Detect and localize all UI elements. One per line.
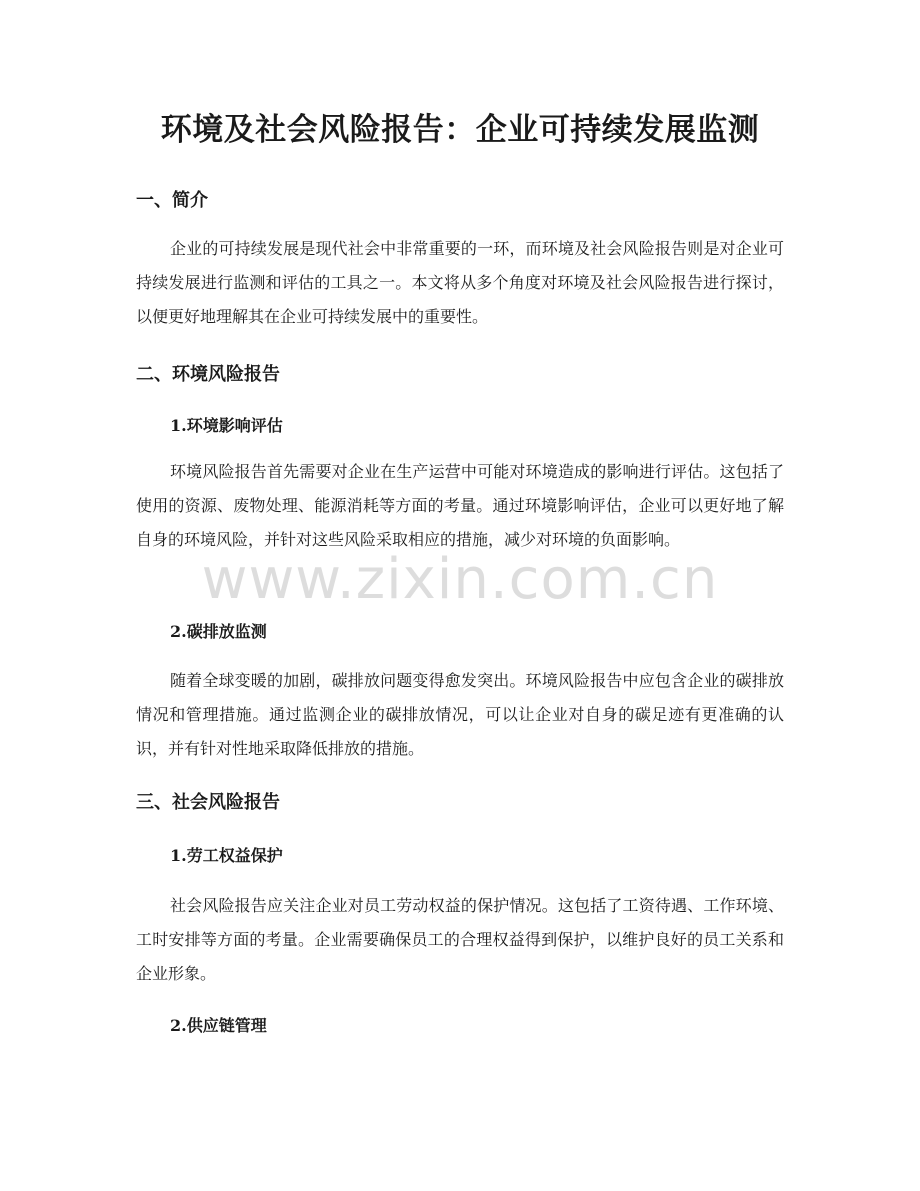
section-heading-environment: 二、环境风险报告	[136, 364, 280, 385]
section-heading-social: 三、社会风险报告	[136, 792, 280, 813]
env-impact-paragraph: 环境风险报告首先需要对企业在生产运营中可能对环境造成的影响进行评估。这包括了使用的资源、废物处理、能源消耗等方面的考量。通过环境影响评估，企业可以更好地了解自身的环境风险，并针对这些风险采取相应的措施，减少对环境的负面影响。	[136, 462, 784, 549]
subsection-heading-supply-chain: 2.供应链管理	[170, 1016, 267, 1035]
intro-paragraph: 企业的可持续发展是现代社会中非常重要的一环，而环境及社会风险报告则是对企业可持续发展进行监测和评估的工具之一。本文将从多个角度对环境及社会风险报告进行探讨，以便更好地理解其在企业可持续发展中的重要性。	[136, 239, 784, 326]
section-heading-intro: 一、简介	[136, 190, 208, 211]
subsection-heading-carbon: 2.碳排放监测	[170, 622, 267, 641]
labor-paragraph: 社会风险报告应关注企业对员工劳动权益的保护情况。这包括了工资待遇、工作环境、工时安排等方面的考量。企业需要确保员工的合理权益得到保护，以维护良好的员工关系和企业形象。	[136, 896, 784, 983]
subsection-heading-labor: 1.劳工权益保护	[170, 846, 283, 865]
subsection-heading-env-impact: 1.环境影响评估	[170, 416, 283, 435]
carbon-paragraph: 随着全球变暖的加剧，碳排放问题变得愈发突出。环境风险报告中应包含企业的碳排放情况和管理措施。通过监测企业的碳排放情况，可以让企业对自身的碳足迹有更准确的认识，并有针对性地采取降低排放的措施。	[136, 671, 784, 758]
watermark-text: www.zixin.com.cn	[201, 547, 719, 612]
document-title: 环境及社会风险报告：企业可持续发展监测	[160, 112, 760, 148]
